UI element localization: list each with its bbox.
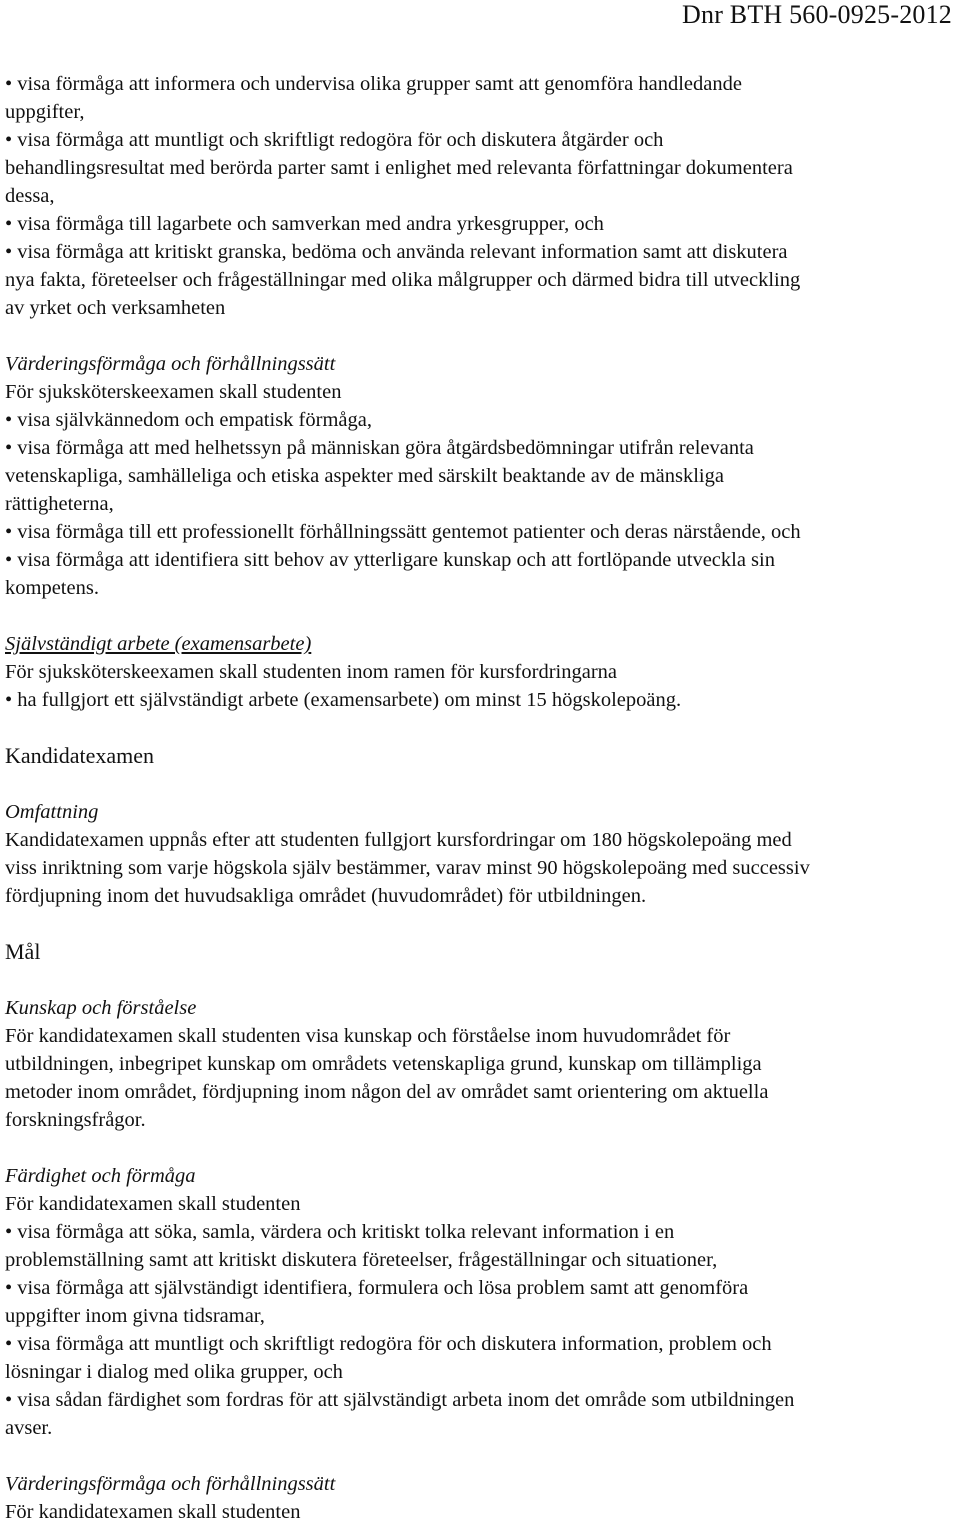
paragraph: forskningsfrågor. bbox=[5, 1109, 146, 1131]
list-item: • visa förmåga att identifiera sitt behov av ytterligare kunskap och att fortlöpande utveckla sin bbox=[5, 549, 775, 571]
section-heading: Självständigt arbete (examensarbete) bbox=[5, 633, 312, 655]
section-heading: Värderingsförmåga och förhållningssätt bbox=[5, 353, 336, 375]
list-item-continuation: vetenskapliga, samhälleliga och etiska aspekter med särskilt beaktande av de mänskliga bbox=[5, 465, 724, 487]
paragraph: viss inriktning som varje högskola själv bestämmer, varav minst 90 högskolepoäng med successiv bbox=[5, 857, 810, 879]
paragraph: För kandidatexamen skall studenten visa kunskap och förståelse inom huvudområdet för bbox=[5, 1025, 731, 1047]
paragraph: För sjuksköterskeexamen skall studenten inom ramen för kursfordringarna bbox=[5, 661, 617, 683]
list-item-continuation: nya fakta, företeelser och frågeställningar med olika målgrupper och därmed bidra till utveckling bbox=[5, 269, 801, 291]
section-heading: Värderingsförmåga och förhållningssätt bbox=[5, 1473, 336, 1495]
list-item: • visa förmåga att muntligt och skriftligt redogöra för och diskutera åtgärder och bbox=[5, 129, 664, 151]
list-item: • ha fullgjort ett självständigt arbete (examensarbete) om minst 15 högskolepoäng. bbox=[5, 689, 682, 711]
section-heading: Omfattning bbox=[5, 801, 99, 823]
list-item-continuation: rättigheterna, bbox=[5, 493, 114, 515]
list-item: • visa självkännedom och empatisk förmåga, bbox=[5, 409, 372, 431]
list-item: • visa sådan färdighet som fordras för att självständigt arbeta inom det område som utbildningen bbox=[5, 1389, 795, 1411]
list-item: • visa förmåga att självständigt identifiera, formulera och lösa problem samt att genomföra bbox=[5, 1277, 749, 1299]
list-item: • visa förmåga att informera och undervisa olika grupper samt att genomföra handledande bbox=[5, 73, 742, 95]
list-item-continuation: avser. bbox=[5, 1417, 53, 1439]
section-heading: Kunskap och förståelse bbox=[5, 997, 197, 1019]
paragraph: För kandidatexamen skall studenten bbox=[5, 1501, 301, 1523]
paragraph: metoder inom området, fördjupning inom någon del av området samt orientering om aktuella bbox=[5, 1081, 769, 1103]
chapter-heading: Kandidatexamen bbox=[5, 743, 155, 768]
list-item-continuation: uppgifter inom givna tidsramar, bbox=[5, 1305, 265, 1327]
list-item-continuation: av yrket och verksamheten bbox=[5, 297, 226, 319]
list-item-continuation: behandlingsresultat med berörda parter samt i enlighet med relevanta författningar dokumentera bbox=[5, 157, 793, 179]
list-item: • visa förmåga till ett professionellt förhållningssätt gentemot patienter och deras närstående, och bbox=[5, 521, 801, 543]
paragraph: Kandidatexamen uppnås efter att studenten fullgjort kursfordringar om 180 högskolepoäng med bbox=[5, 829, 792, 851]
section-heading: Färdighet och förmåga bbox=[5, 1165, 196, 1187]
list-item-continuation: lösningar i dialog med olika grupper, och bbox=[5, 1361, 343, 1383]
list-item-continuation: problemställning samt att kritiskt diskutera företeelser, frågeställningar och situationer, bbox=[5, 1249, 718, 1271]
list-item-continuation: kompetens. bbox=[5, 577, 99, 599]
list-item: • visa förmåga att med helhetssyn på människan göra åtgärdsbedömningar utifrån relevanta bbox=[5, 437, 754, 459]
paragraph: utbildningen, inbegripet kunskap om områdets vetenskapliga grund, kunskap om tillämpliga bbox=[5, 1053, 762, 1075]
paragraph: För sjuksköterskeexamen skall studenten bbox=[5, 381, 342, 403]
list-item-continuation: dessa, bbox=[5, 185, 55, 207]
paragraph: För kandidatexamen skall studenten bbox=[5, 1193, 301, 1215]
list-item: • visa förmåga att kritiskt granska, bedöma och använda relevant information samt att diskutera bbox=[5, 241, 788, 263]
list-item: • visa förmåga till lagarbete och samverkan med andra yrkesgrupper, och bbox=[5, 213, 604, 235]
chapter-heading: Mål bbox=[5, 939, 41, 964]
list-item-continuation: uppgifter, bbox=[5, 101, 85, 123]
list-item: • visa förmåga att söka, samla, värdera och kritiskt tolka relevant information i en bbox=[5, 1221, 675, 1243]
paragraph: fördjupning inom det huvudsakliga området (huvudområdet) för utbildningen. bbox=[5, 885, 647, 907]
document-number: Dnr BTH 560-0925-2012 bbox=[682, 0, 952, 29]
list-item: • visa förmåga att muntligt och skriftligt redogöra för och diskutera information, problem och bbox=[5, 1333, 772, 1355]
document-body bbox=[5, 70, 955, 1526]
